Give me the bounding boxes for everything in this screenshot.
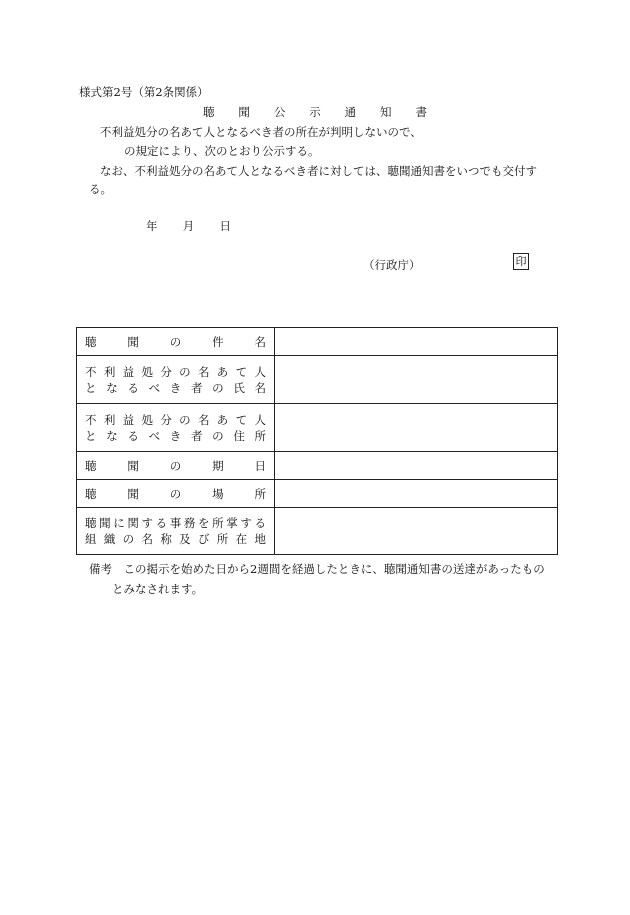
row-label-char: べ [148,428,161,443]
row-value-field[interactable] [275,480,558,508]
row-label-line [85,486,266,502]
row-label-char: の [169,334,182,349]
row-label-char: 氏 [233,380,245,395]
row-label-char: 在 [235,532,248,546]
row-label-char: 利 [103,364,116,379]
body-line-1: 不利益処分の名あて人となるべき者の所在が判明しないので、 [100,125,422,139]
title-char: 聞 [238,105,250,119]
row-label-char: な [106,380,118,395]
row-label-char: 所 [254,428,266,443]
row-value-field[interactable] [275,452,558,480]
row-label-line [85,334,266,350]
row-label-char: る [127,428,139,443]
row-label-char: 名 [141,532,153,546]
row-label-char: 聞 [127,334,139,349]
row-label-char: す [141,516,153,530]
row-value-field[interactable] [275,356,558,404]
row-label-char: の [122,532,135,546]
date-field [146,218,231,234]
title-char: 知 [380,105,392,119]
row-label-char: あ [216,412,229,427]
row-label [77,356,275,404]
row-label-char: 益 [122,364,135,379]
row-label-char: 者 [190,428,203,443]
row-label-char: き [169,428,182,443]
row-label-char: 利 [103,412,116,427]
row-value-field[interactable] [275,404,558,452]
row-label-char: の [169,458,182,473]
row-label-char: 場 [212,486,224,501]
notice-title [203,104,427,120]
body-line-4: る。 [89,182,112,196]
row-label-char: 称 [160,532,172,546]
row-label-line [85,428,266,444]
row-label-char: 人 [254,412,266,427]
row-label-char: 聴 [85,516,97,530]
row-label-char: に [113,516,125,530]
row-label-char: 所 [216,532,229,546]
row-label-char: の [179,412,191,427]
row-label-char: 者 [190,380,203,395]
row-label-char: 織 [103,532,116,546]
row-label-char: 名 [254,380,266,395]
row-label-char: 益 [122,412,135,427]
row-label-char: 名 [197,364,210,379]
row-label-char: 所 [254,486,266,501]
row-label [77,508,275,555]
table-row [77,508,558,555]
row-label-char: す [240,516,252,530]
row-label-char: 件 [212,334,224,349]
row-label-line [85,412,266,428]
seal-mark: 印 [513,253,529,270]
row-label-char: 聞 [99,516,111,530]
row-label-char: 及 [179,532,191,546]
row-value-field[interactable] [275,328,558,356]
row-label-char: 聞 [127,458,139,473]
row-label-char: な [106,428,118,443]
row-label-char: 聴 [85,486,97,501]
date-unit-char: 日 [219,219,231,233]
row-label [77,328,275,356]
row-label [77,480,275,508]
row-label-char: 不 [85,412,97,427]
title-char: 聴 [203,105,215,119]
body-line-2: の規定により、次のとおり公示する。 [124,144,320,158]
row-label-char: 組 [85,532,97,546]
title-char: 公 [273,105,286,119]
row-label-char: の [212,380,224,395]
row-label-char: 分 [160,364,172,379]
notice-details-table [76,327,558,555]
row-label-char: 事 [169,516,182,530]
row-label-char: 務 [183,516,196,530]
row-label-line [85,380,266,396]
title-char: 示 [309,105,321,119]
body-line-3: なお、不利益処分の名あて人となるべき者に対しては、聴聞通知書をいつでも交付す [100,164,537,178]
table-row [77,404,558,452]
row-label-char: び [197,532,210,546]
row-label-char: 名 [197,412,210,427]
row-label-char: 掌 [226,516,238,530]
row-label-line [85,458,266,474]
row-label-char: の [212,428,224,443]
row-label-char: 聴 [85,334,97,349]
row-value-field[interactable] [275,508,558,555]
authority-label: （行政庁） [363,258,421,272]
row-label-char: の [169,486,182,501]
row-label-line [85,515,266,531]
date-unit-char: 年 [146,219,158,233]
row-label-line [85,531,266,547]
row-label-char: 地 [254,532,266,546]
row-label-char: 聞 [127,486,139,501]
row-label-char: 日 [254,458,266,473]
title-char: 通 [344,105,357,119]
table-row [77,480,558,508]
row-label [77,452,275,480]
row-label-char: の [179,364,191,379]
row-label-char: る [127,380,139,395]
table-row [77,328,558,356]
row-label-char: 分 [160,412,172,427]
table-row [77,452,558,480]
row-label-char: き [169,380,182,395]
row-label-char: 所 [212,516,224,530]
remarks-line-1: 備考 この掲示を始めた日から2週間を経過したときに、聴聞通知書の送達があったもの [89,562,545,576]
row-label-char: 名 [254,334,266,349]
row-label-char: 住 [233,428,245,443]
row-label-char: べ [148,380,161,395]
row-label-char: 処 [141,364,153,379]
row-label [77,404,275,452]
row-label-char: る [254,516,266,530]
row-label-char: 処 [141,412,153,427]
row-label-char: 期 [212,458,224,473]
row-label-char: 聴 [85,458,97,473]
row-label-char: る [155,516,168,530]
title-char: 書 [415,105,427,119]
form-number-label: 様式第2号（第2条関係） [79,85,209,99]
table-row [77,356,558,404]
remarks-line-2: とみなされます。 [112,582,204,596]
row-label-char: を [198,516,210,530]
row-label-char: 人 [254,364,266,379]
row-label-char: て [235,364,248,379]
row-label-line [85,364,266,380]
row-label-char: 関 [127,516,139,530]
row-label-char: あ [216,364,229,379]
row-label-char: と [85,428,97,443]
date-unit-char: 月 [182,219,195,233]
row-label-char: 不 [85,364,97,379]
row-label-char: と [85,380,97,395]
row-label-char: て [235,412,248,427]
